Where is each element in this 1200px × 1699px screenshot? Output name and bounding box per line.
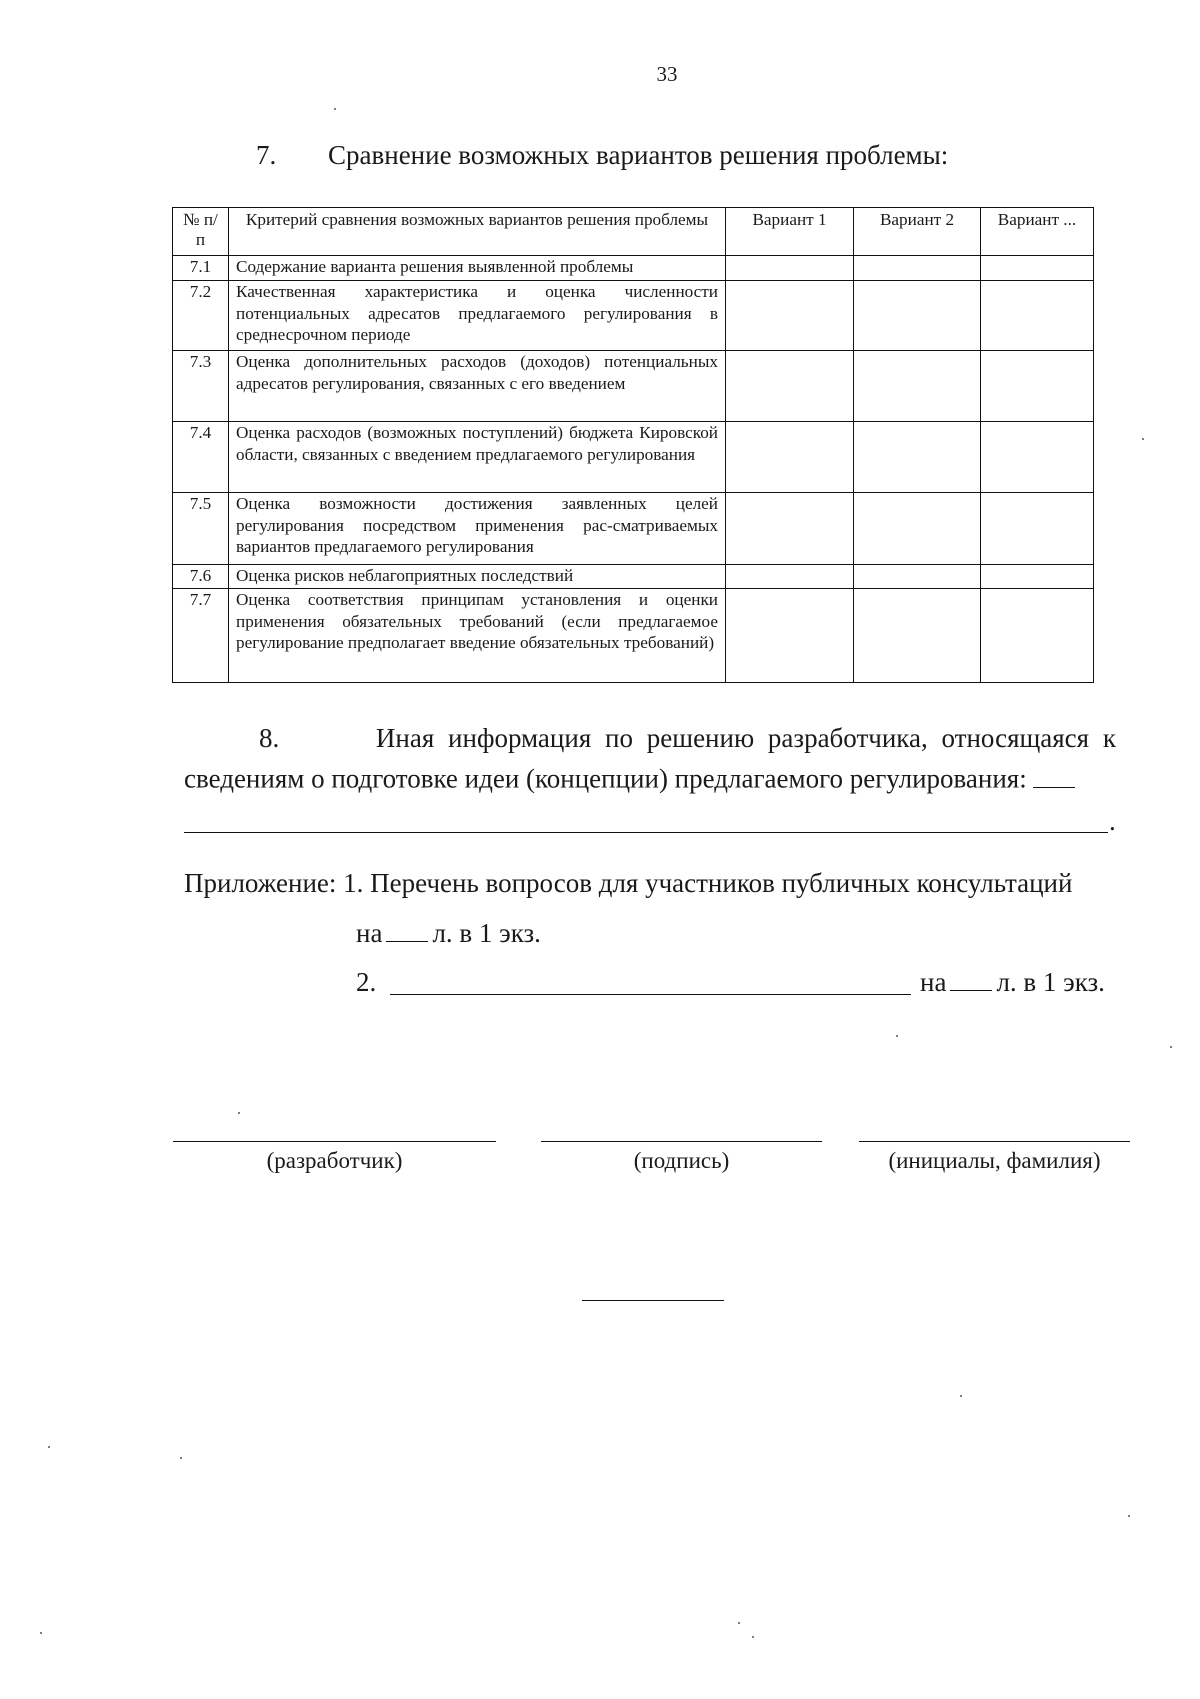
row-criterion: Оценка рисков неблагоприятных последствий bbox=[229, 565, 726, 589]
scan-speck bbox=[1142, 438, 1144, 440]
row-criterion: Качественная характеристика и оценка численности потенциальных адресатов предлагаемого регулирования в среднесрочном периоде bbox=[229, 281, 726, 351]
row-number: 7.3 bbox=[173, 351, 229, 422]
appendix-item-2-pages-blank[interactable] bbox=[950, 968, 992, 991]
section-7-title: Сравнение возможных вариантов решения проблемы: bbox=[328, 140, 949, 170]
comparison-table bbox=[172, 207, 1094, 683]
scan-speck bbox=[334, 108, 336, 110]
variant-1-cell[interactable] bbox=[726, 351, 854, 422]
row-criterion: Оценка соответствия принципам установления и оценки применения обязательных требований (если предлагаемое регулирование предполагает введение обязательных требований) bbox=[229, 589, 726, 683]
closing-separator-line bbox=[582, 1300, 724, 1301]
variant-1-cell[interactable] bbox=[726, 256, 854, 281]
appendix-line-1 bbox=[184, 868, 1072, 899]
variant-more-cell[interactable] bbox=[981, 493, 1094, 565]
header-variant-more: Вариант ... bbox=[981, 208, 1094, 256]
scan-speck bbox=[752, 1636, 754, 1638]
row-number: 7.4 bbox=[173, 422, 229, 493]
signature-line[interactable] bbox=[541, 1141, 822, 1142]
appendix-item-1-tail: л. в 1 экз. bbox=[432, 918, 541, 948]
appendix-item-1-pages-blank[interactable] bbox=[386, 919, 428, 942]
scan-speck bbox=[738, 1622, 740, 1624]
header-variant-2: Вариант 2 bbox=[854, 208, 981, 256]
scan-speck bbox=[180, 1457, 182, 1459]
row-criterion: Содержание варианта решения выявленной проблемы bbox=[229, 256, 726, 281]
developer-caption: (разработчик) bbox=[266, 1148, 403, 1173]
appendix-item-1-pages bbox=[356, 918, 541, 949]
section-8-end-dot: . bbox=[1109, 806, 1116, 836]
table-row bbox=[173, 589, 1094, 683]
table-row bbox=[173, 565, 1094, 589]
table-row bbox=[173, 422, 1094, 493]
variant-2-cell[interactable] bbox=[854, 422, 981, 493]
row-criterion: Оценка возможности достижения заявленных целей регулирования посредством применения рас-сматриваемых вариантов предлагаемого регулирования bbox=[229, 493, 726, 565]
appendix-label: Приложение: bbox=[184, 868, 337, 898]
variant-1-cell[interactable] bbox=[726, 589, 854, 683]
header-criterion: Критерий сравнения возможных вариантов решения проблемы bbox=[229, 208, 726, 256]
variant-2-cell[interactable] bbox=[854, 256, 981, 281]
scan-speck bbox=[40, 1632, 42, 1634]
appendix-item-2-na: на bbox=[920, 967, 947, 997]
variant-more-cell[interactable] bbox=[981, 281, 1094, 351]
scan-speck bbox=[896, 1035, 898, 1037]
row-number: 7.6 bbox=[173, 565, 229, 589]
table-row bbox=[173, 256, 1094, 281]
scan-speck bbox=[238, 1112, 240, 1114]
variant-2-cell[interactable] bbox=[854, 589, 981, 683]
variant-2-cell[interactable] bbox=[854, 281, 981, 351]
variant-1-cell[interactable] bbox=[726, 565, 854, 589]
scan-speck bbox=[960, 1395, 962, 1397]
variant-more-cell[interactable] bbox=[981, 422, 1094, 493]
page-number: 33 bbox=[656, 62, 678, 86]
section-8-fill-line[interactable] bbox=[184, 832, 1108, 833]
appendix-item-2-pages bbox=[920, 967, 1105, 998]
table-row bbox=[173, 351, 1094, 422]
scan-speck bbox=[48, 1446, 50, 1448]
variant-1-cell[interactable] bbox=[726, 493, 854, 565]
row-criterion: Оценка дополнительных расходов (доходов) потенциальных адресатов регулирования, связанных с его введением bbox=[229, 351, 726, 422]
row-number: 7.7 bbox=[173, 589, 229, 683]
section-8-fill-line-short[interactable] bbox=[1033, 757, 1075, 788]
section-8-number: 8. bbox=[259, 723, 280, 753]
section-8-text: Иная информация по решению разработчика, относящаяся к сведениям о подготовке идеи (концепции) предлагаемого регулирования: bbox=[184, 723, 1117, 794]
table-row bbox=[173, 281, 1094, 351]
scan-speck bbox=[1170, 1046, 1172, 1048]
appendix-item-2-number: 2. bbox=[356, 967, 377, 997]
table-header-row bbox=[173, 208, 1094, 256]
row-number: 7.1 bbox=[173, 256, 229, 281]
signature-caption: (подпись) bbox=[633, 1148, 730, 1173]
variant-more-cell[interactable] bbox=[981, 565, 1094, 589]
name-caption: (инициалы, фамилия) bbox=[888, 1148, 1101, 1173]
row-criterion: Оценка расходов (возможных поступлений) бюджета Кировской области, связанных с введением предлагаемого регулирования bbox=[229, 422, 726, 493]
table-row bbox=[173, 493, 1094, 565]
variant-more-cell[interactable] bbox=[981, 256, 1094, 281]
section-8-paragraph bbox=[184, 720, 1116, 798]
variant-2-cell[interactable] bbox=[854, 565, 981, 589]
appendix-item-1-na: на bbox=[356, 918, 383, 948]
variant-more-cell[interactable] bbox=[981, 589, 1094, 683]
variant-1-cell[interactable] bbox=[726, 422, 854, 493]
section-7-number: 7. bbox=[256, 140, 277, 170]
variant-2-cell[interactable] bbox=[854, 351, 981, 422]
variant-1-cell[interactable] bbox=[726, 281, 854, 351]
scan-speck bbox=[1128, 1515, 1130, 1517]
appendix-item-2-tail: л. в 1 экз. bbox=[996, 967, 1105, 997]
variant-2-cell[interactable] bbox=[854, 493, 981, 565]
appendix-item-1: 1. Перечень вопросов для участников публичных консультаций bbox=[343, 868, 1073, 898]
appendix-item-2-fill-line[interactable] bbox=[390, 994, 911, 995]
row-number: 7.2 bbox=[173, 281, 229, 351]
name-signature-line[interactable] bbox=[859, 1141, 1130, 1142]
row-number: 7.5 bbox=[173, 493, 229, 565]
developer-signature-line[interactable] bbox=[173, 1141, 496, 1142]
header-num: № п/п bbox=[173, 208, 229, 256]
variant-more-cell[interactable] bbox=[981, 351, 1094, 422]
header-variant-1: Вариант 1 bbox=[726, 208, 854, 256]
